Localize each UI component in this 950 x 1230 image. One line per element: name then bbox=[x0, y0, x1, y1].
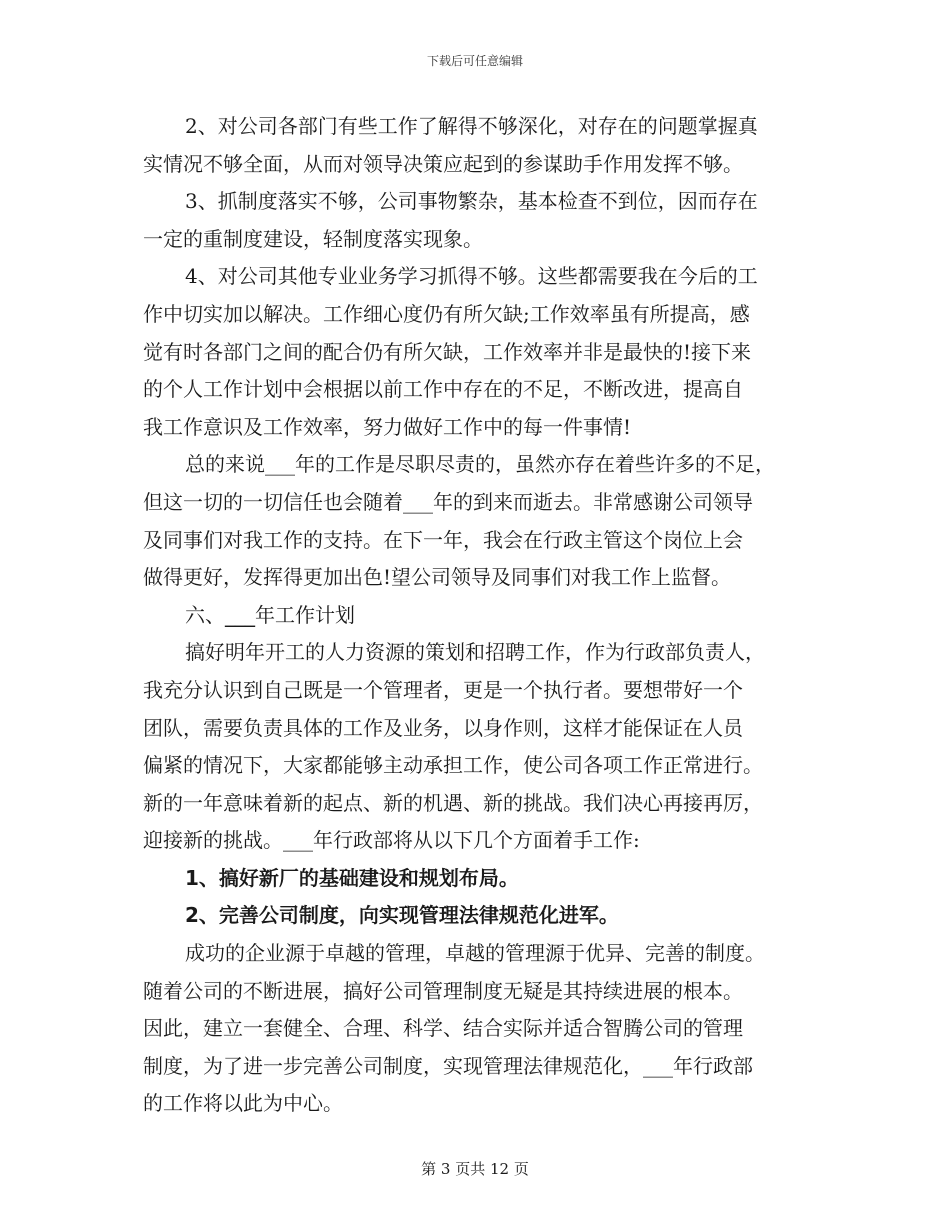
paragraph-line: 但这一切的一切信任也会随着___年的到来而逝去。非常感谢公司领导 bbox=[143, 489, 753, 514]
paragraph-line: 迎接新的挑战。___年行政部将从以下几个方面着手工作: bbox=[143, 828, 640, 853]
bold-subheading: 1、搞好新厂的基础建设和规划布局。 bbox=[185, 865, 519, 890]
paragraph-line: 2、对公司各部门有些工作了解得不够深化，对存在的问题掌握真 bbox=[185, 114, 758, 138]
paragraph-line: 随着公司的不断进展，搞好公司管理制度无疑是其持续进展的根本。 bbox=[143, 978, 743, 1003]
paragraph-line: 3、抓制度落实不够，公司事物繁杂，基本检查不到位，因而存在 bbox=[185, 189, 758, 214]
paragraph-line: 因此，建立一套健全、合理、科学、结合实际并适合智腾公司的管理 bbox=[143, 1016, 743, 1041]
paragraph-line: 一定的重制度建设，轻制度落实现象。 bbox=[143, 226, 483, 251]
paragraph-line: 总的来说___年的工作是尽职尽责的，虽然亦存在着些许多的不足， bbox=[185, 452, 775, 477]
paragraph-line: 实情况不够全面，从而对领导决策应起到的参谋助手作用发挥不够。 bbox=[143, 151, 743, 176]
paragraph-line: 搞好明年开工的人力资源的策划和招聘工作，作为行政部负责人， bbox=[185, 640, 765, 665]
paragraph-line: 做得更好，发挥得更加出色!望公司领导及同事们对我工作上监督。 bbox=[143, 565, 732, 590]
paragraph-line: 偏紧的情况下，大家都能够主动承担工作，使公司各项工作正常进行。 bbox=[143, 753, 763, 778]
paragraph-line: 团队，需要负责具体的工作及业务，以身作则，这样才能保证在人员 bbox=[143, 715, 743, 740]
paragraph-line: 4、对公司其他专业业务学习抓得不够。这些都需要我在今后的工 bbox=[185, 264, 758, 289]
section-heading: 六、___年工作计划 bbox=[185, 602, 355, 627]
document-body bbox=[143, 108, 815, 1123]
bold-subheading: 2、完善公司制度，向实现管理法律规范化进军。 bbox=[185, 903, 619, 928]
paragraph-line: 新的一年意味着新的起点、新的机遇、新的挑战。我们决心再接再厉， bbox=[143, 790, 763, 815]
paragraph-line: 及同事们对我工作的支持。在下一年，我会在行政主管这个岗位上会 bbox=[143, 527, 743, 552]
paragraph-line: 我充分认识到自己既是一个管理者，更是一个执行者。要想带好一个 bbox=[143, 677, 743, 702]
page-header: 下载后可任意编辑 bbox=[426, 54, 523, 68]
paragraph-line: 觉有时各部门之间的配合仍有所欠缺，工作效率并非是最快的!接下来 bbox=[143, 339, 752, 364]
paragraph-line: 的工作将以此为中心。 bbox=[143, 1091, 343, 1116]
paragraph-line: 制度，为了进一步完善公司制度，实现管理法律规范化，___年行政部 bbox=[143, 1053, 753, 1078]
paragraph-line: 我工作意识及工作效率，努力做好工作中的每一件事情! bbox=[143, 414, 632, 439]
paragraph-line: 成功的企业源于卓越的管理，卓越的管理源于优异、完善的制度。 bbox=[185, 941, 765, 966]
page-footer: 第 3 页共 12 页 bbox=[421, 1160, 529, 1178]
paragraph-line: 的个人工作计划中会根据以前工作中存在的不足，不断改进，提高自 bbox=[143, 377, 743, 402]
paragraph-line: 作中切实加以解决。工作细心度仍有所欠缺;工作效率虽有所提高，感 bbox=[143, 301, 750, 326]
